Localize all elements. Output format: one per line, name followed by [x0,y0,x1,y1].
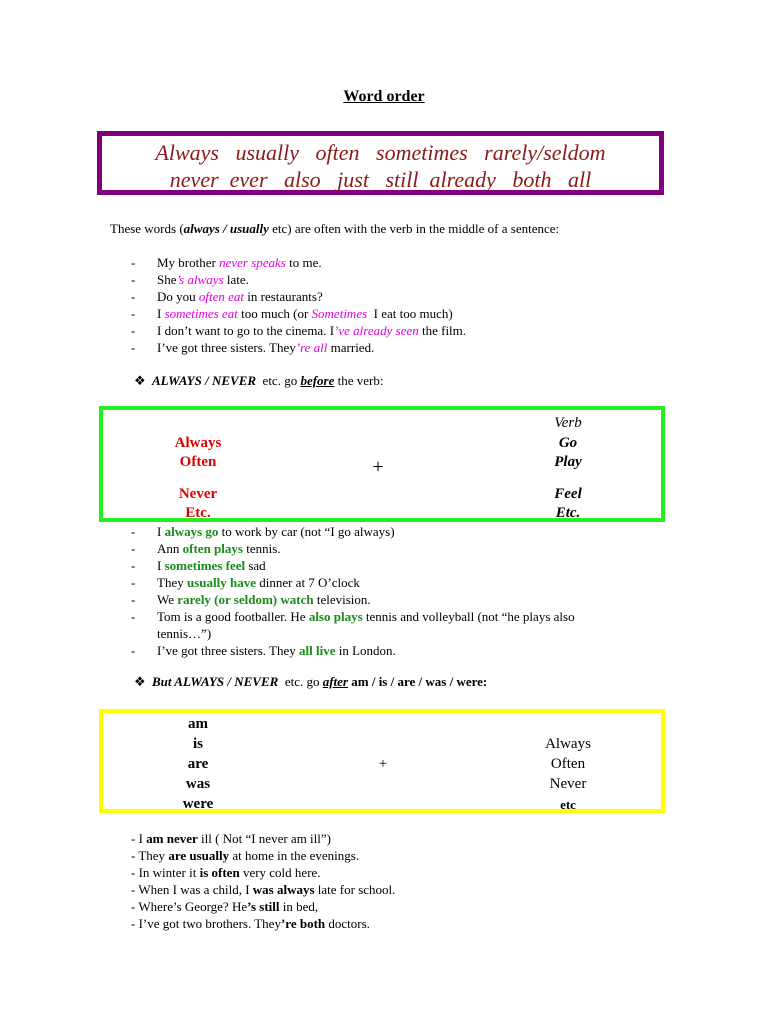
list-item: - Ann often plays tennis. [131,540,575,557]
list-item: - I am never ill ( Not “I never am ill”) [131,831,331,846]
list-item: - Tom is a good footballer. He also plays tennis and volleyball (not “he plays also [131,608,575,625]
plus-sign: + [378,756,388,772]
list-item: - My brother never speaks to me. [131,254,466,271]
adverb-never: Never [178,486,218,502]
before-verb-box [99,406,665,522]
verb-etc: Etc. [555,505,581,521]
list-item: - I’ve got two brothers. They’re both doctors. [131,916,370,931]
verb-play: Play [554,454,582,470]
be-is: is [192,736,203,752]
list-item: - She’s always late. [131,271,466,288]
list-item: - Do you often eat in restaurants? [131,288,466,305]
list-item: - I sometimes eat too much (or Sometimes I eat too much) [131,305,466,322]
adverb-box [97,131,664,195]
example-list-2 [131,523,575,659]
list-item: - I’ve got three sisters. They all live in London. [131,642,575,659]
list-item: - Where’s George? He’s still in bed, [131,899,319,914]
list-item-continuation: tennis…”) [157,626,212,641]
be-are: are [187,756,209,772]
list-item: - When I was a child, I was always late for school. [131,882,396,897]
rule-heading-before: ❖ ALWAYS / NEVER etc. go before the verb: [134,373,384,388]
example-list-3 [131,830,395,932]
adverb-often: Often [550,756,586,772]
adverb-line-2: never ever also just still already both all [169,167,592,192]
list-item: - They usually have dinner at 7 O’clock [131,574,575,591]
plus-sign: + [372,456,384,478]
be-am: am [188,716,208,732]
adverb-often: Often [179,454,217,470]
adverb-line-1: Always usually often sometimes rarely/seldom [155,140,606,165]
list-item: - In winter it is often very cold here. [131,865,321,880]
after-be-box [99,709,665,813]
list-item: - I always go to work by car (not “I go always) [131,523,575,540]
list-item: - They are usually at home in the evenings. [131,848,360,863]
list-item: - I sometimes feel sad [131,557,575,574]
adverb-etc: Etc. [185,505,211,521]
be-was: was [185,776,211,792]
adverb-never: Never [549,776,587,792]
example-list-1 [131,254,466,356]
adverb-always: Always [174,435,222,451]
verb-header: Verb [554,415,582,431]
rule-heading-after: ❖ But ALWAYS / NEVER etc. go after am / is / are / was / were: [134,674,488,689]
diamond-bullet-icon: ❖ [134,674,146,689]
diamond-bullet-icon: ❖ [134,373,146,388]
list-item: - I don’t want to go to the cinema. I’ve already seen the film. [131,322,466,339]
verb-go: Go [558,435,578,451]
verb-feel: Feel [554,486,582,502]
list-item: - We rarely (or seldom) watch television. [131,591,575,608]
adverb-etc: etc [560,797,576,812]
page-title: Word order [343,88,425,105]
be-were: were [182,796,214,812]
adverb-always: Always [545,736,591,752]
list-item: - I’ve got three sisters. They’re all married. [131,339,466,356]
intro-sentence: These words (always / usually etc) are often with the verb in the middle of a sentence: [110,221,560,236]
